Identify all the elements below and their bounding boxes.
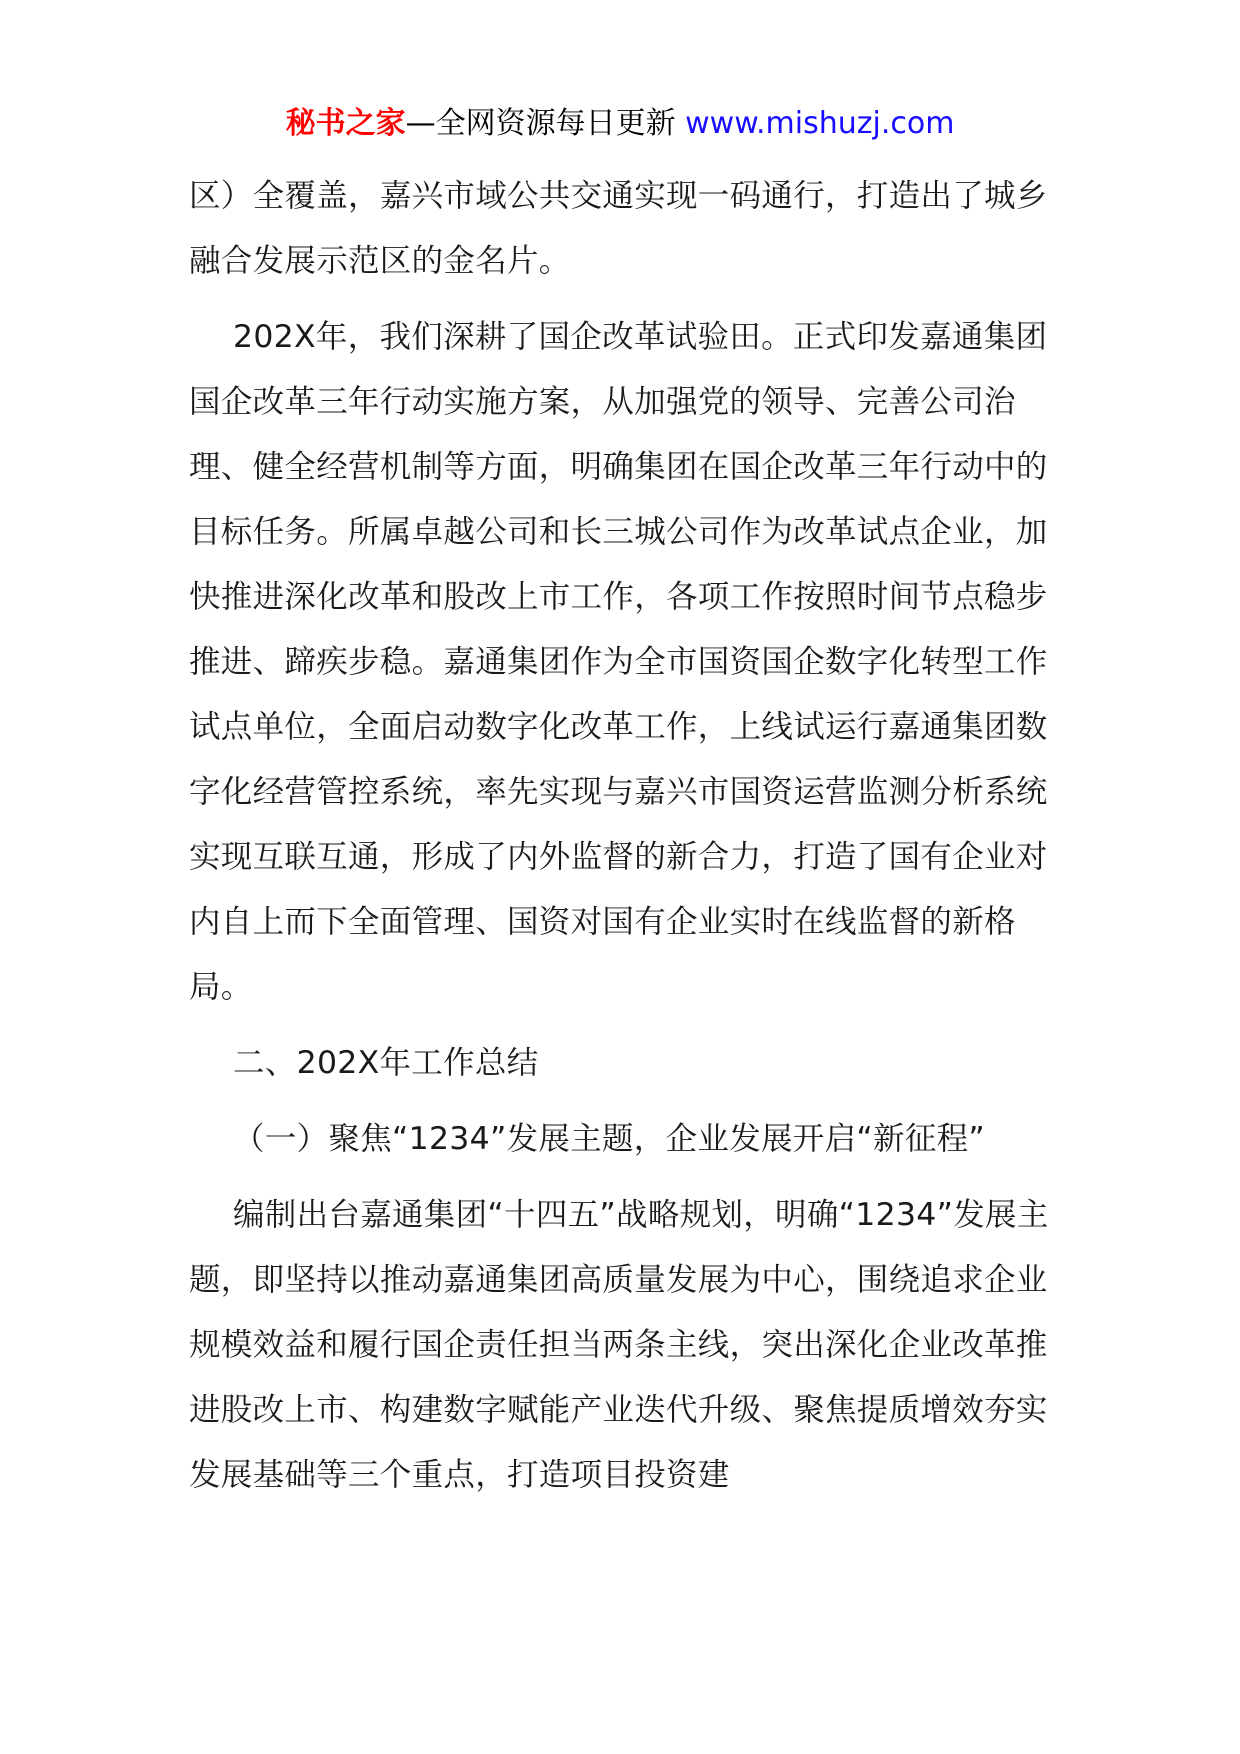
page-header <box>0 102 1240 146</box>
paragraph-reform: 202X年，我们深耕了国企改革试验田。正式印发嘉通集团国企改革三年行动实施方案，从加强党的领导、完善公司治理、健全经营机制等方面，明确集团在国企改革三年行动中的目标任务。所属卓越公司和长三城公司作为改革试点企业，加快推进深化改革和股改上市工作，各项工作按照时间节点稳步推进、蹄疾步稳。嘉通集团作为全市国资国企数字化转型工作试点单位，全面启动数字化改革工作，上线试运行嘉通集团数字化经营管控系统，率先实现与嘉兴市国资运营监测分析系统实现互联互通，形成了内外监督的新合力，打造了国有企业对内自上而下全面管理、国资对国有企业实时在线监督的新格局。 <box>189 319 1048 1005</box>
document-body <box>189 164 1051 1519</box>
header-tagline: —全网资源每日更新 <box>405 106 676 141</box>
header-url-link[interactable]: www.mishuzj.com <box>685 106 955 141</box>
paragraph-strategy: 编制出台嘉通集团“十四五”战略规划，明确“1234”发展主题，即坚持以推动嘉通集团高质量发展为中心，围绕追求企业规模效益和履行国企责任担当两条主线，突出深化企业改革推进股改上市、构建数字赋能产业迭代升级、聚焦提质增效夯实发展基础等三个重点，打造项目投资建 <box>189 1197 1049 1493</box>
header-brand: 秘书之家 <box>285 106 406 141</box>
paragraph-continuation: 区）全覆盖，嘉兴市域公共交通实现一码通行，打造出了城乡融合发展示范区的金名片。 <box>189 178 1048 279</box>
subsection-heading: （一）聚焦“1234”发展主题，企业发展开启“新征程” <box>233 1121 986 1157</box>
section-heading: 二、202X年工作总结 <box>233 1045 539 1081</box>
